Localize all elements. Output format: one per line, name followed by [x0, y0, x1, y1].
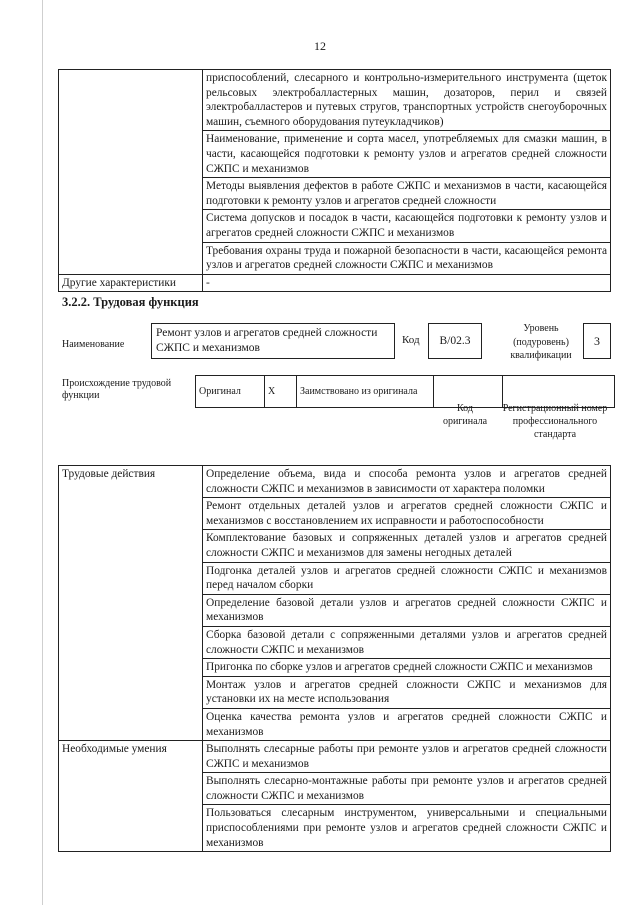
origin-code-caption: Код оригинала — [442, 403, 488, 427]
row-label: Другие характеристики — [59, 274, 203, 292]
original-mark: Х — [265, 376, 297, 408]
function-name-field: Ремонт узлов и агрегатов средней сложности СЖПС и механизмов — [151, 323, 395, 359]
section-title: 3.2.2. Трудовая функция — [62, 295, 199, 309]
code-field: В/02.3 — [428, 323, 482, 359]
row-label: Необходимые умения — [59, 741, 203, 852]
row-cell: Наименование, применение и сорта масел, употребляемых для смазки машин, в части, касающейся подготовки к ремонту узлов и агрегатов средней сложности СЖПС и механизмов — [203, 131, 611, 178]
original-label: Оригинал — [196, 376, 265, 408]
qualification-level-field: 3 — [583, 323, 611, 359]
row-cell: Комплектование базовых и сопряженных деталей узлов и агрегатов средней сложности СЖПС и механизмов для замены негодных деталей — [203, 530, 611, 562]
row-cell: - — [203, 274, 611, 292]
code-label: Код — [402, 334, 420, 346]
row-cell: Требования охраны труда и пожарной безопасности в части, касающейся ремонта узлов и агрегатов средней сложности СЖПС и механизмов — [203, 242, 611, 274]
row-cell: Выполнять слесарно-монтажные работы при ремонте узлов и агрегатов средней сложности СЖПС и механизмов — [203, 773, 611, 805]
labor-function-table — [58, 465, 611, 852]
row-cell: Методы выявления дефектов в работе СЖПС и механизмов в части, касающейся подготовки к ремонту узлов и агрегатов средней сложности — [203, 178, 611, 210]
scan-edge-line — [42, 0, 43, 905]
row-cell: Подгонка деталей узлов и агрегатов средней сложности СЖПС и механизмов перед началом сборки — [203, 562, 611, 594]
qualification-level-label: Уровень (подуровень) квалификации — [510, 323, 572, 361]
borrowed-label: Заимствовано из оригинала — [297, 376, 434, 408]
row-cell: Определение объема, вида и способа ремонта узлов и агрегатов средней сложности СЖПС и механизмов в зависимости от характера поломки — [203, 466, 611, 498]
page-number: 12 — [314, 39, 326, 53]
continued-knowledge-table — [58, 69, 611, 292]
row-cell: Определение базовой детали узлов и агрегатов средней сложности СЖПС и механизмов — [203, 594, 611, 626]
row-cell: Выполнять слесарные работы при ремонте узлов и агрегатов средней сложности СЖПС и механизмов — [203, 741, 611, 773]
function-name-label: Наименование — [62, 339, 125, 350]
row-cell: Ремонт отдельных деталей узлов и агрегатов средней сложности СЖПС и механизмов с восстановлением их исправности и работоспособности — [203, 498, 611, 530]
row-label — [59, 70, 203, 275]
row-cell: приспособлений, слесарного и контрольно-измерительного инструмента (щеток рельсовых электробалластерных машин, дозаторов, перил и связей электробалластеров и путевых стругов, транспортных устройств снегоуборочных машин, съемного оборудования путеукладчиков) — [203, 70, 611, 131]
row-cell: Сборка базовой детали с сопряженными деталями узлов и агрегатов средней сложности СЖПС и механизмов — [203, 626, 611, 658]
row-cell: Пригонка по сборке узлов и агрегатов средней сложности СЖПС и механизмов — [203, 659, 611, 677]
row-cell: Пользоваться слесарным инструментом, универсальными и специальными приспособлениями при ремонте узлов и агрегатов средней сложности СЖПС и механизмов — [203, 805, 611, 852]
origin-label: Происхождение трудовой функции — [62, 378, 172, 401]
row-label: Трудовые действия — [59, 466, 203, 741]
row-cell: Система допусков и посадок в части, касающейся подготовки к ремонту узлов и агрегатов средней сложности СЖПС и механизмов — [203, 210, 611, 242]
reg-number-caption: Регистрационный номер профессионального стандарта — [502, 403, 608, 440]
row-cell: Монтаж узлов и агрегатов средней сложности СЖПС и механизмов для установки их на месте использования — [203, 676, 611, 708]
row-cell: Оценка качества ремонта узлов и агрегатов средней сложности СЖПС и механизмов — [203, 708, 611, 740]
